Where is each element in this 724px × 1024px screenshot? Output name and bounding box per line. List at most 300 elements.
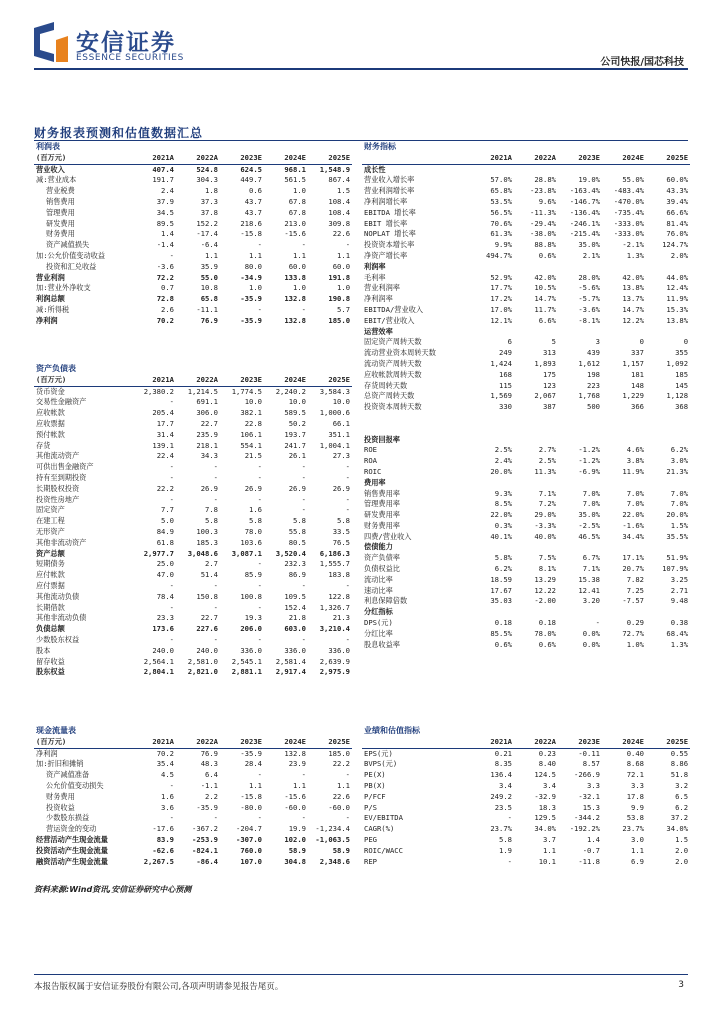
row-value: 19.3 <box>244 613 262 623</box>
row-value: 494.7% <box>486 250 512 260</box>
row-value: 108.4 <box>328 196 351 206</box>
row-value: 133.8 <box>284 272 306 282</box>
table-row <box>362 575 690 586</box>
table-row <box>34 164 352 175</box>
row-label: EBITDA/营业收入 <box>364 304 424 314</box>
table-row <box>34 603 352 614</box>
row-value: 13.29 <box>534 574 556 584</box>
table-row <box>34 408 352 419</box>
row-value: 206.0 <box>240 624 262 634</box>
row-label: 财务费用率 <box>364 520 400 530</box>
table-row <box>362 629 690 640</box>
row-value: -333.0% <box>613 218 644 228</box>
row-value: 3.0 <box>631 834 644 844</box>
row-value: 34.0% <box>666 824 689 834</box>
row-value: 107.0 <box>240 856 262 866</box>
row-value: 7.25 <box>626 585 644 595</box>
table-row <box>34 803 352 814</box>
row-value: 337 <box>631 348 644 358</box>
table-row <box>362 413 690 424</box>
row-value: 0.18 <box>494 618 512 628</box>
row-value: 8.68 <box>626 759 644 769</box>
metric-section-title: 分红指标 <box>364 607 393 617</box>
row-label: 加:折旧和摊销 <box>36 759 84 769</box>
row-value: 3.8% <box>626 456 644 466</box>
year-header: 2025E <box>308 375 352 386</box>
row-value: 28.8% <box>534 175 556 185</box>
row-value: 34.5 <box>156 207 174 217</box>
row-value: 306.0 <box>196 408 218 418</box>
row-label: 加:营业外净收支 <box>36 283 91 293</box>
table-row <box>362 424 690 435</box>
row-value: 1.1 <box>337 780 350 790</box>
row-value: 6.2% <box>670 445 689 455</box>
row-value: -1.2% <box>578 445 600 455</box>
table-row <box>362 532 690 543</box>
section-title: 现金流量表 <box>36 726 76 735</box>
year-header: 2025E <box>308 153 352 164</box>
year-header: 2022A <box>176 153 220 164</box>
row-value: 17.8 <box>626 791 644 801</box>
row-value: -1.2% <box>578 456 600 466</box>
row-value: 139.1 <box>152 440 174 450</box>
row-value: 9.3% <box>494 488 512 498</box>
row-value: 2.0% <box>670 250 689 260</box>
row-value: -307.0 <box>236 834 262 844</box>
row-value: -470.0% <box>613 196 644 206</box>
table-row <box>362 229 690 240</box>
row-value: - <box>169 634 174 644</box>
row-value: - <box>257 602 262 612</box>
row-value <box>514 413 558 424</box>
row-value: 449.7 <box>240 175 262 185</box>
row-value: 1.0 <box>293 186 306 196</box>
table-row <box>34 657 352 668</box>
row-value: - <box>257 494 262 504</box>
logo-mark-icon <box>34 22 68 62</box>
row-value: 0.7 <box>161 283 174 293</box>
row-value: 55.8 <box>288 526 306 536</box>
row-label: 留存收益 <box>36 656 65 666</box>
row-value: -8.1% <box>578 315 600 325</box>
row-label: P/S <box>364 802 377 812</box>
row-value: 1.8 <box>205 186 218 196</box>
row-value: -367.2 <box>192 824 218 834</box>
row-value: - <box>257 580 262 590</box>
row-label: 投资收益 <box>46 802 75 812</box>
row-value: 4.6% <box>626 445 644 455</box>
row-value: - <box>595 618 600 628</box>
row-value: - <box>345 580 350 590</box>
row-label: 净利润增长率 <box>364 196 408 206</box>
row-value: 89.5 <box>156 218 174 228</box>
row-value: -35.9 <box>240 748 262 758</box>
row-value: 1.0 <box>249 283 262 293</box>
row-value: - <box>213 472 218 482</box>
table-row <box>362 846 690 857</box>
row-value: 368 <box>675 402 689 412</box>
row-label: 营业利润 <box>36 272 65 282</box>
row-value: - <box>301 580 306 590</box>
row-value: 9.48 <box>670 596 689 606</box>
row-label: 研发费用 <box>46 218 75 228</box>
table-row <box>34 624 352 635</box>
row-label: 其他非流动资产 <box>36 537 87 547</box>
row-value: 11.9% <box>666 294 689 304</box>
table-row <box>362 467 690 478</box>
row-value: - <box>169 472 174 482</box>
row-value: 58.9 <box>332 845 350 855</box>
table-row <box>362 770 690 781</box>
row-label: 其他非流动负债 <box>36 613 87 623</box>
row-label: 经营活动产生现金流量 <box>36 834 108 844</box>
income-statement-table <box>34 142 352 327</box>
row-value: 330 <box>499 402 512 412</box>
section-title-row <box>34 726 352 737</box>
metric-section-row <box>362 607 690 618</box>
row-value: 35.03 <box>490 596 512 606</box>
row-value: 968.1 <box>284 164 306 174</box>
footer-disclaimer: 本报告版权属于安信证券股份有限公司,各项声明请参见报告尾页。 <box>34 982 284 992</box>
table-header-row <box>362 153 690 164</box>
row-label: P/FCF <box>364 791 386 801</box>
table-row <box>34 613 352 624</box>
row-value: 191.8 <box>328 272 351 282</box>
row-value: 1.1 <box>631 845 644 855</box>
table-row <box>34 186 352 197</box>
table-row <box>362 294 690 305</box>
row-label: 资产减值准备 <box>46 770 90 780</box>
row-value: -11.1 <box>196 304 218 314</box>
row-label: 净利润 <box>36 315 58 325</box>
table-row <box>362 748 690 759</box>
row-value: 12.4% <box>666 283 689 293</box>
row-value: 4.5 <box>161 770 174 780</box>
row-value: 1.1 <box>293 780 306 790</box>
row-value: - <box>345 462 350 472</box>
table-row <box>34 646 352 657</box>
row-value: 589.5 <box>284 408 306 418</box>
row-value: - <box>345 240 351 250</box>
row-value: 5.8 <box>293 516 306 526</box>
metric-section-row <box>362 478 690 489</box>
row-label: 应付票据 <box>36 580 65 590</box>
table-row <box>34 505 352 516</box>
section-title-row <box>34 142 352 153</box>
row-label: 分红比率 <box>364 628 393 638</box>
row-value: 28.0% <box>578 272 600 282</box>
row-label: 营业税费 <box>46 186 75 196</box>
table-row <box>34 219 352 230</box>
row-value: -2.5% <box>578 520 600 530</box>
year-header: 2021A <box>132 737 176 748</box>
row-value: 3,520.4 <box>275 548 306 558</box>
table-row <box>362 640 690 651</box>
row-value: 0.55 <box>670 748 689 758</box>
row-label: 应收票据 <box>36 418 65 428</box>
table-header-row <box>34 737 352 748</box>
metric-section-title: 运营效率 <box>364 326 393 336</box>
row-value: - <box>257 472 262 482</box>
row-value: 51.8 <box>670 770 689 780</box>
row-value: -35.9 <box>240 315 262 325</box>
cash-flow-table <box>34 726 352 867</box>
row-value: 3.7 <box>543 834 556 844</box>
row-value: 5.8 <box>205 516 218 526</box>
table-header-row <box>362 737 690 748</box>
unit-header: (百万元) <box>34 737 132 748</box>
row-value: 7.0% <box>670 488 689 498</box>
row-label <box>362 413 470 424</box>
row-value: 1,548.9 <box>319 164 351 174</box>
row-value: 17.7 <box>156 418 174 428</box>
row-value: 23.5 <box>494 802 512 812</box>
table-row <box>362 391 690 402</box>
year-header: 2024E <box>264 737 308 748</box>
table-row <box>34 835 352 846</box>
row-value: 7.0% <box>626 499 644 509</box>
row-value: 43.7 <box>244 196 262 206</box>
table-row <box>34 516 352 527</box>
row-label: PB(X) <box>364 780 386 790</box>
row-value: 3,210.4 <box>319 624 350 634</box>
row-value: 102.0 <box>284 834 306 844</box>
row-value: - <box>257 462 262 472</box>
row-value: 1.3% <box>626 250 644 260</box>
row-value: 7.8 <box>205 505 218 515</box>
row-value: 22.4 <box>156 451 174 461</box>
row-value: 34.4% <box>622 531 644 541</box>
row-value: 50.2 <box>288 418 306 428</box>
row-value: 136.4 <box>490 770 512 780</box>
table-row <box>34 748 352 759</box>
row-value: 66.1 <box>332 418 350 428</box>
row-value <box>558 413 602 424</box>
table-row <box>34 473 352 484</box>
row-value: 26.9 <box>244 483 262 493</box>
row-value: -35.9 <box>196 802 218 812</box>
row-label: 可供出售金融资产 <box>36 462 94 472</box>
table-row <box>34 635 352 646</box>
table-row <box>362 759 690 770</box>
row-value: - <box>169 494 174 504</box>
row-value: 15.38 <box>578 574 600 584</box>
row-value: 6.2% <box>494 564 512 574</box>
row-value: -15.8 <box>240 791 262 801</box>
row-value: -23.8% <box>530 186 556 196</box>
row-value: 175 <box>543 369 556 379</box>
row-value: -60.0 <box>284 802 306 812</box>
year-header: 2023E <box>558 153 602 164</box>
row-label: NOPLAT 增长率 <box>364 229 416 239</box>
table-row <box>362 618 690 629</box>
row-value: 227.6 <box>196 624 218 634</box>
row-value: 145 <box>675 380 689 390</box>
row-value: - <box>213 580 218 590</box>
row-value: 232.3 <box>284 559 306 569</box>
row-value: 9.9% <box>494 240 512 250</box>
row-value: 85.9 <box>244 570 262 580</box>
row-value: 40.1% <box>490 531 512 541</box>
table-row <box>34 262 352 273</box>
row-label: 加:公允价值变动收益 <box>36 250 106 260</box>
row-label: 销售费用 <box>46 196 75 206</box>
table-row <box>34 770 352 781</box>
unit-header: (百万元) <box>34 375 132 386</box>
row-value: 7.1% <box>538 488 556 498</box>
row-value: 152.4 <box>284 602 306 612</box>
row-value: - <box>345 634 350 644</box>
row-value: -1,234.4 <box>315 824 350 834</box>
row-value: -6.9% <box>578 466 600 476</box>
row-value: 2,917.4 <box>275 667 306 677</box>
table-row <box>362 521 690 532</box>
row-value <box>646 424 690 435</box>
table-row <box>34 495 352 506</box>
row-value: -86.4 <box>196 856 218 866</box>
row-label: ROIC/WACC <box>364 845 403 855</box>
row-value: 37.2 <box>670 813 689 823</box>
row-value: 10.0 <box>244 397 262 407</box>
row-value: 51.9% <box>666 553 689 563</box>
table-row <box>34 527 352 538</box>
metric-section-row <box>362 542 690 553</box>
row-value: - <box>507 813 512 823</box>
row-value: 223 <box>587 380 600 390</box>
row-value: 35.5% <box>666 531 689 541</box>
table-row <box>362 240 690 251</box>
row-label: 营运资金的变动 <box>46 824 97 834</box>
row-value: 0.23 <box>538 748 556 758</box>
row-value: -3.3% <box>534 520 556 530</box>
row-value: 103.6 <box>240 537 262 547</box>
row-value: 241.7 <box>284 440 306 450</box>
row-value: 65.8% <box>490 186 512 196</box>
year-header: 2021A <box>132 375 176 386</box>
row-value: 1.1 <box>543 845 556 855</box>
row-value: - <box>345 472 350 482</box>
row-value: 33.5 <box>332 526 350 536</box>
row-value: 183.8 <box>328 570 350 580</box>
row-value: 7.0% <box>626 488 644 498</box>
row-value: 2.2 <box>205 791 218 801</box>
row-label: 投资和汇兑收益 <box>46 261 97 271</box>
row-value: 84.9 <box>156 526 174 536</box>
row-value: 1.1 <box>205 250 218 260</box>
year-header: 2023E <box>220 375 264 386</box>
table-row <box>34 441 352 452</box>
row-value: 218.6 <box>240 218 262 228</box>
table-row <box>362 197 690 208</box>
row-value: 1.1 <box>293 250 306 260</box>
row-value: -333.0% <box>613 229 644 239</box>
row-label: 其他流动负债 <box>36 591 80 601</box>
row-value: 2,881.1 <box>231 667 262 677</box>
row-label: 股东权益 <box>36 667 65 677</box>
row-value: 1.9 <box>499 845 512 855</box>
row-label: REP <box>364 856 377 866</box>
row-label: 净资产增长率 <box>364 250 408 260</box>
row-value: -3.6% <box>578 304 600 314</box>
row-value: - <box>257 559 262 569</box>
row-label: 负债权益比 <box>364 564 400 574</box>
row-value: 80.5 <box>288 537 306 547</box>
row-label: EBIT 增长率 <box>364 218 408 228</box>
row-value: 14.7% <box>622 304 644 314</box>
row-value: 55.0% <box>622 175 644 185</box>
row-value: 6,186.3 <box>319 548 350 558</box>
row-value: 190.8 <box>328 294 351 304</box>
row-value: 132.8 <box>284 748 306 758</box>
row-value: 760.0 <box>240 845 262 855</box>
row-value: 7.0% <box>582 499 600 509</box>
row-value: 185.0 <box>328 315 351 325</box>
row-value <box>514 424 558 435</box>
row-value: 106.1 <box>240 429 262 439</box>
row-value: 198 <box>587 369 600 379</box>
row-value: 10.5% <box>534 283 556 293</box>
row-value: -17.6 <box>152 824 174 834</box>
row-value: 8.1% <box>538 564 556 574</box>
row-label: EBITDA 增长率 <box>364 207 416 217</box>
row-value: 12.41 <box>578 585 600 595</box>
row-value: 123 <box>543 380 556 390</box>
row-value: 6.2 <box>675 802 689 812</box>
row-value: 2,821.0 <box>187 667 218 677</box>
row-value: 11.9% <box>622 466 644 476</box>
row-value: 17.67 <box>490 585 512 595</box>
row-value: 10.1 <box>538 856 556 866</box>
row-value: - <box>169 397 174 407</box>
row-value: 11.3% <box>534 466 556 476</box>
row-value: 7.0% <box>582 488 600 498</box>
row-value: - <box>213 813 218 823</box>
table-row <box>362 857 690 868</box>
row-value: 22.7 <box>200 613 218 623</box>
row-value: 2,564.1 <box>143 656 174 666</box>
row-value: -1.4 <box>156 240 174 250</box>
row-label: 投资性房地产 <box>36 494 80 504</box>
row-value: - <box>169 580 174 590</box>
page-number: 3 <box>678 980 684 990</box>
row-value: -5.6% <box>578 283 600 293</box>
table-row <box>34 592 352 603</box>
row-value: -735.4% <box>613 207 644 217</box>
table-row <box>34 240 352 251</box>
row-value: 2,240.2 <box>275 386 306 396</box>
row-label: 毛利率 <box>364 272 386 282</box>
table-row <box>34 462 352 473</box>
row-label: 管理费用率 <box>364 499 400 509</box>
row-value: - <box>169 462 174 472</box>
row-label: 在建工程 <box>36 516 65 526</box>
row-label: 应付帐款 <box>36 570 65 580</box>
row-value: 1,893 <box>534 358 556 368</box>
row-value: - <box>301 304 306 314</box>
row-value: -0.11 <box>578 748 600 758</box>
row-value: 8.57 <box>582 759 600 769</box>
row-value: -15.8 <box>240 229 262 239</box>
row-value: 23.3 <box>156 613 174 623</box>
row-value: 25.0 <box>156 559 174 569</box>
row-value: 86.9 <box>288 570 306 580</box>
row-value: - <box>345 813 350 823</box>
table-row <box>362 348 690 359</box>
row-value: 5.0 <box>161 516 174 526</box>
table-row <box>362 456 690 467</box>
row-value: 152.2 <box>196 218 218 228</box>
row-label: EBIT/营业收入 <box>364 315 415 325</box>
